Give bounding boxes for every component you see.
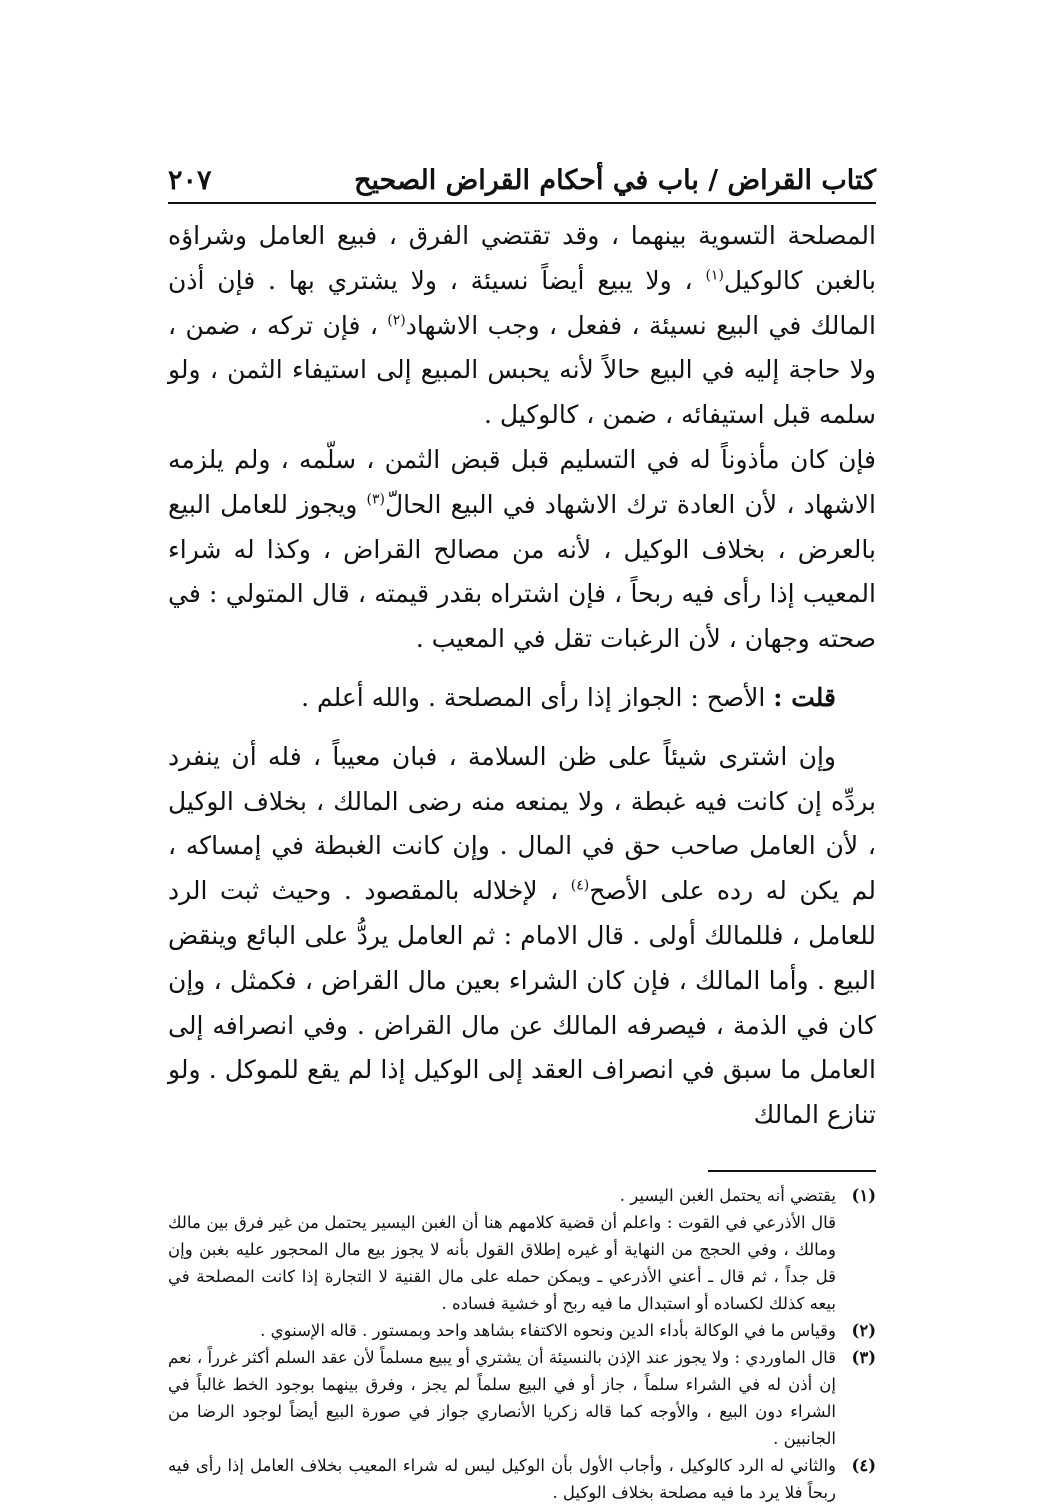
footnote-1 [168, 1182, 876, 1209]
footnote-text: قال الماوردي : ولا يجوز عند الإذن بالنسيئة أن يشتري أو يبيع مسلماً لأن عقد السلم أكثر غرراً ، نعم إن أذن له في الشراء سلماً ، جاز أو في البيع سلماً لم يجز ، وفرق بينهما بوجود الخط غالباً في الشراء دون البيع ، والأوجه كما قاله زكريا الأنصاري جواز في صورة البيع أيضاً لوجود الرضا من الجانبين . [168, 1347, 836, 1448]
book-page [168, 150, 876, 1506]
paragraph-1-part-b: ، ولا يبيع أيضاً نسيئة ، ولا يشتري بها . فإن أذن المالك في البيع نسيئة ، ففعل ، وجب الاشهاد [168, 265, 876, 340]
footnote-ref-4[interactable]: (٤) [570, 877, 590, 894]
footnotes [168, 1182, 876, 1506]
paragraph-4-part-b: ، لإخلاله بالمقصود . وحيث ثبت الرد للعامل ، فللمالك أولى . قال الامام : ثم العامل يردُّ على البائع وينقض البيع . وأما المالك ، فإن كان الشراء بعين مال القراض ، فكمثل ، وإن كان في الذمة ، فيصرفه المالك عن مال القراض . وفي انصرافه إلى العامل ما سبق في انصراف العقد إلى الوكيل إذا لم يقع للموكل . ولو تنازع المالك [168, 876, 876, 1130]
paragraph-4 [168, 735, 876, 1138]
footnote-ref-2[interactable]: (٢) [387, 312, 406, 329]
paragraph-4-part-a: وإن اشترى شيئاً على ظن السلامة ، فبان معيباً ، فله أن ينفرد بردِّه إن كانت فيه غبطة ، ولا يمنعه منه رضى المالك ، بخلاف الوكيل ، لأن العامل صاحب حق في المال . وإن كانت الغبطة في إمساكه ، لم يكن له رده على الأصح [168, 741, 876, 906]
footnote-4 [168, 1452, 876, 1506]
footnote-number: (٢) [851, 1320, 876, 1340]
footnote-text: يقتضي أنه يحتمل الغبن اليسير . [619, 1185, 836, 1205]
footnote-ref-3[interactable]: (٣) [366, 491, 385, 508]
footnote-3 [168, 1344, 876, 1452]
page-header [168, 150, 876, 202]
footnote-rule [708, 1170, 876, 1172]
page-number: ٢٠٧ [168, 165, 212, 196]
paragraph-1-part-a: المصلحة التسوية بينهما ، وقد تقتضي الفرق ، فبيع العامل وشراؤه بالغبن كالوكيل [168, 221, 876, 295]
qult-label: قلت : [773, 682, 836, 712]
paragraph-1 [168, 214, 876, 438]
main-text [168, 214, 876, 1138]
paragraph-2-part-b: ويجوز للعامل البيع بالعرض ، بخلاف الوكيل ، لأنه من مصالح القراض ، وكذا له شراء المعيب إذا رأى فيه ربحاً ، فإن اشتراه بقدر قيمته ، قال المتولي : في صحته وجهان ، لأن الرغبات تقل في المعيب . [168, 489, 876, 654]
footnote-number: (٣) [851, 1347, 876, 1367]
header-rule [168, 202, 876, 204]
footnote-text: والثاني له الرد كالوكيل ، وأجاب الأول بأن الوكيل ليس له شراء المعيب بخلاف العامل إذا رأى فيه ربحاً فلا يرد ما فيه مصلحة بخلاف الوكيل . [168, 1455, 836, 1502]
paragraph-2-part-a: فإن كان مأذوناً له في التسليم قبل قبض الثمن ، سلّمه ، ولم يلزمه الاشهاد ، لأن العادة ترك الاشهاد في البيع الحالّ [168, 444, 876, 519]
footnote-number: (٤) [851, 1455, 876, 1475]
footnote-2 [168, 1317, 876, 1344]
qult-text: الأصح : الجواز إذا رأى المصلحة . والله أعلم . [301, 682, 774, 712]
footnote-1-continuation: قال الأذرعي في القوت : واعلم أن قضية كلامهم هنا أن الغبن اليسير يحتمل من غير فرق بين مالك ومالك ، وفي الحجج من النهاية أو غيره إطلاق القول بأنه لا يجوز بيع مال المحجور عليه بغبن وإن قل جداً ، ثم قال ـ أعني الأذرعي ـ ويمكن حمله على مال القنية لا التجارة إذا كانت المصلحة في بيعه كذلك لكساده أو استبدال ما فيه ربح أو خشية فساده . [168, 1212, 836, 1313]
paragraph-2 [168, 438, 876, 662]
footnote-number: (١) [851, 1185, 876, 1205]
running-title: كتاب القراض / باب في أحكام القراض الصحيح [354, 165, 876, 196]
footnote-text: وقياس ما في الوكالة بأداء الدين ونحوه الاكتفاء بشاهد واحد وبمستور . قاله الإسنوي . [260, 1320, 836, 1340]
paragraph-qult [168, 676, 876, 721]
paragraph-1-part-c: ، فإن تركه ، ضمن ، ولا حاجة إليه في البيع حالاً لأنه يحبس المبيع إلى استيفاء الثمن ، ولو سلمه قبل استيفائه ، ضمن ، كالوكيل . [168, 310, 876, 430]
footnote-ref-1[interactable]: (١) [705, 267, 724, 284]
